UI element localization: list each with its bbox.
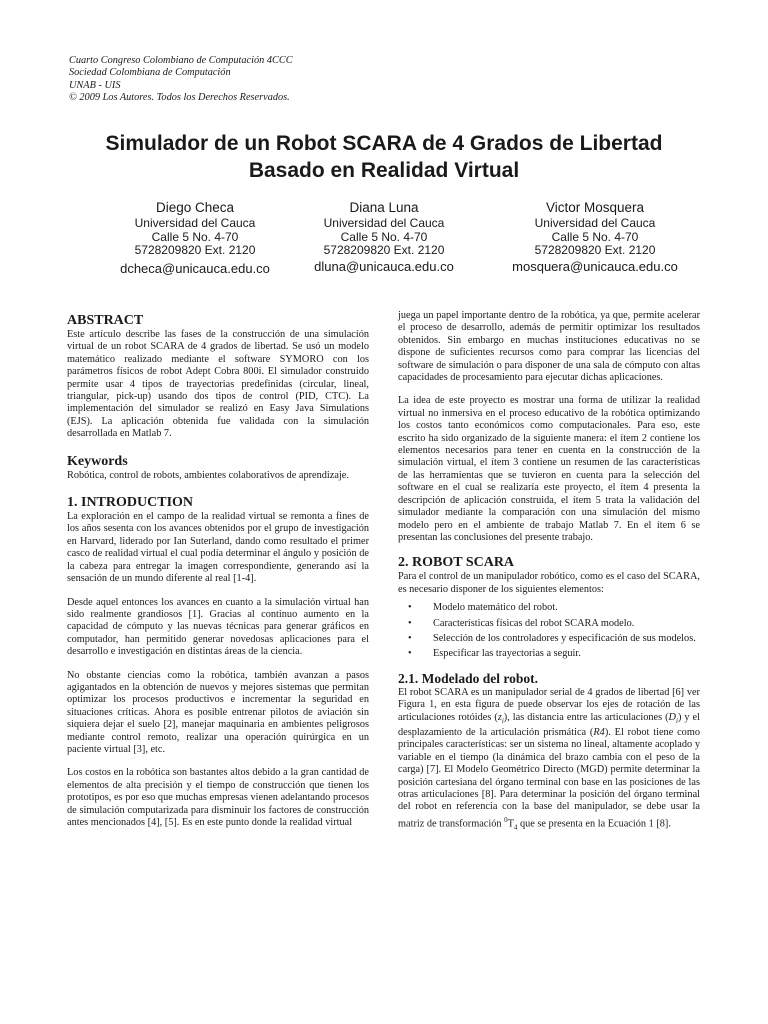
conference-header xyxy=(69,55,293,105)
author-email: dluna@unicauca.edu.co xyxy=(314,258,454,274)
title-line-2: Basado en Realidad Virtual xyxy=(248,159,520,182)
symbol-r4: R4 xyxy=(593,727,605,739)
list-item-text: Características físicas del robot SCARA modelo. xyxy=(433,617,635,629)
abstract-text: Este artículo describe las fases de la construcción de una simulación virtual de un robot SCARA de 4 grados de libertad. Se usó un modelo matemático realizado mediante el software SYMORO con los parámetros físicos de robot Adept Cobra 800i. El simulador construido permite usar 4 tipos de trayectorias predefinidas (circular, lineal, triangular, pick-up) usando dos tipos de control (PID, CTC). La implementación del simulador se realizó en Easy Java Simulations (EJS). La aplicación obtenida fue validada con la simulación desarrollada en Matlab 7. xyxy=(67,329,369,440)
modelado-heading: 2.1. Modelado del robot. xyxy=(398,670,539,686)
keywords-heading: Keywords xyxy=(67,453,128,469)
list-item xyxy=(408,648,700,660)
body-paragraph: No obstante ciencias como la robótica, también avanzan a pasos agigantados en la obtención de nuevos y mejores sistemas que permitan optimizar los procesos productivos e incrementar la seguridad en situaciones críticas. Ahora es posible entrenar pilotos de aviación sin siquiera dejar el suelo [2], manejar maquinaria en ambientes peligrosos mediante control remoto, realizar una operación quirúrgica en un paciente virtual [3], etc. xyxy=(67,669,369,755)
list-item-text: Modelo matemático del robot. xyxy=(433,602,558,614)
author-affiliation: Universidad del Cauca xyxy=(323,216,445,230)
text-run: ) y el desplazamiento de la articulación prismática ( xyxy=(398,711,700,739)
header-line: Sociedad Colombiana de Computación xyxy=(69,67,231,79)
bullet-icon: • xyxy=(408,632,412,644)
author-phone: 5728209820 Ext. 2120 xyxy=(323,243,445,258)
symbol-d xyxy=(669,712,678,723)
body-paragraph: La exploración en el campo de la realidad virtual se remonta a fines de los años sesenta con los avances obtenidos por el grupo de investigación en Harvard, liderado por Ian Suterland, dando como resultado el primer casco de realidad virtual el cual podía determinar el ángulo y posición de la cabeza para entregar la imagen correspondiente, generando así la sensación de un mundo diferente al real [1-4]. xyxy=(67,511,369,585)
keywords-text: Robótica, control de robots, ambientes colaborativos de aprendizaje. xyxy=(67,469,349,481)
author-email: dcheca@unicauca.edu.co xyxy=(120,260,270,276)
author-address: Calle 5 No. 4-70 xyxy=(151,229,239,244)
body-paragraph: Los costos en la robótica son bastantes altos debido a la gran cantidad de elementos de alta precisión y el tiempo de construcción que tienen los prototipos, es por eso que muchas empresas vienen adelantando procesos de simulación computarizada para disminuir los factores de construcción antes mencionados [4], [5]. Es en este punto donde la realidad virtual xyxy=(67,767,369,828)
header-line: UNAB - UIS xyxy=(69,79,121,91)
right-column xyxy=(398,310,700,845)
list-item xyxy=(408,617,700,630)
author-name: Victor Mosquera xyxy=(545,200,645,215)
header-line: Cuarto Congreso Colombiano de Computación 4CCC xyxy=(69,55,293,66)
text-run: ), las distancia entre las articulaciones ( xyxy=(503,711,669,723)
author-name: Diana Luna xyxy=(349,200,419,215)
bullet-icon: • xyxy=(408,617,412,629)
text-run: ). El robot tiene como principales características: ser un sistema no lineal, altamente acoplado y variable en el tiempo (la dinámica del brazo cambia con el peso de la carga) [7]. El Modelo Geométrico Directo (MGD) permite determinar la posición cartesiana del órgano terminal con base en las posiciones de las otras articulaciones [8]. Para determinar la posición del órgano terminal del robot en referencia con la base del manipulador, se debe usar la matriz de transformación xyxy=(398,727,700,830)
list-item-text: Especificar las trayectorias a seguir. xyxy=(433,648,581,660)
text-run: que se presenta en la Ecuación 1 [8]. xyxy=(517,818,671,830)
text-run: El robot SCARA es un manipulador serial de 4 grados de libertad [6] ver Figura 1, en esta figura de puede observar los ejes de rotación de las articulaciones rotóides ( xyxy=(398,686,700,723)
subscript: i xyxy=(675,716,678,725)
author-phone: 5728209820 Ext. 2120 xyxy=(534,243,656,258)
author-affiliation: Universidad del Cauca xyxy=(134,216,256,230)
superscript: 0 xyxy=(504,815,508,824)
list-item-text: Selección de los controladores y especificación de sus modelos. xyxy=(433,632,696,644)
element-list xyxy=(398,602,700,661)
subscript: i xyxy=(501,716,504,725)
abstract-heading: ABSTRACT xyxy=(67,313,144,328)
author-address: Calle 5 No. 4-70 xyxy=(340,229,428,244)
author-affiliation: Universidad del Cauca xyxy=(534,216,656,230)
symbol-t: T xyxy=(507,818,514,830)
symbol-text: z xyxy=(497,711,502,723)
author-address: Calle 5 No. 4-70 xyxy=(551,229,639,244)
left-column xyxy=(67,313,369,840)
body-paragraph xyxy=(398,687,700,834)
introduction-heading: 1. INTRODUCTION xyxy=(67,495,194,511)
list-item xyxy=(408,602,700,614)
author-block xyxy=(269,200,499,275)
author-phone: 5728209820 Ext. 2120 xyxy=(134,243,256,258)
title-line-1: Simulador de un Robot SCARA de 4 Grados de Libertad xyxy=(105,132,663,155)
body-paragraph: juega un papel importante dentro de la robótica, ya que, permite acelerar el proceso de desarrollo, además de permitir optimizar los resultados obtenidos. Sin embargo en muchas instituciones educativas no se dispone de suficientes recursos como para comprar las licencias del software de simulación o para disponer de una sala de cómputo con altas capacidades de procesamiento para ejecutar dichas aplicaciones. xyxy=(398,310,700,384)
robot-scara-heading: 2. ROBOT SCARA xyxy=(398,555,515,571)
bullet-icon: • xyxy=(408,602,412,614)
author-block xyxy=(480,200,710,275)
body-paragraph: La idea de este proyecto es mostrar una forma de utilizar la realidad virtual no inmersiva en el proceso educativo de la robótica optimizando los costos tanto económicos como computacionales. Para eso, este escrito ha sido organizado de la siguiente manera: el ítem 2 contiene los elementos necesarios para tener en cuenta en la construcción de la simulación virtual, el ítem 3 contiene un resumen de las características de las herramientas que se tuvieron en cuenta para la selección del software en el cual se realizaría este proyecto, el ítem 4 presenta la descripción de aplicación construida, el ítem 5 trata la validación del simulador mediante la comparación con una simulación del mismo modelo pero en el ambiente de trabajo Matlab 7. En el ítem 6 se presentan las conclusiones del presente trabajo. xyxy=(398,395,700,543)
author-name: Diego Checa xyxy=(155,200,235,215)
author-email: mosquera@unicauca.edu.co xyxy=(512,258,678,274)
body-paragraph: Para el control de un manipulador robótico, como es el caso del SCARA, es necesario disponer de los siguientes elementos: xyxy=(398,571,700,595)
list-item xyxy=(408,632,700,645)
header-line: © 2009 Los Autores. Todos los Derechos Reservados. xyxy=(69,92,290,104)
body-paragraph: Desde aquel entonces los avances en cuanto a la simulación virtual han sido realmente grandiosos [1]. Gracias al continuo aumento en la capacidad de cómputo y las nuevas técnicas para generar gráficos en computador, han permitido generar novedosas aplicaciones para el desarrollo e investigación en distintas áreas de la ciencia. xyxy=(67,596,369,658)
symbol-text: D xyxy=(668,711,676,723)
paper-title xyxy=(0,130,768,184)
bullet-icon: • xyxy=(408,648,412,660)
subscript: 4 xyxy=(513,823,518,832)
